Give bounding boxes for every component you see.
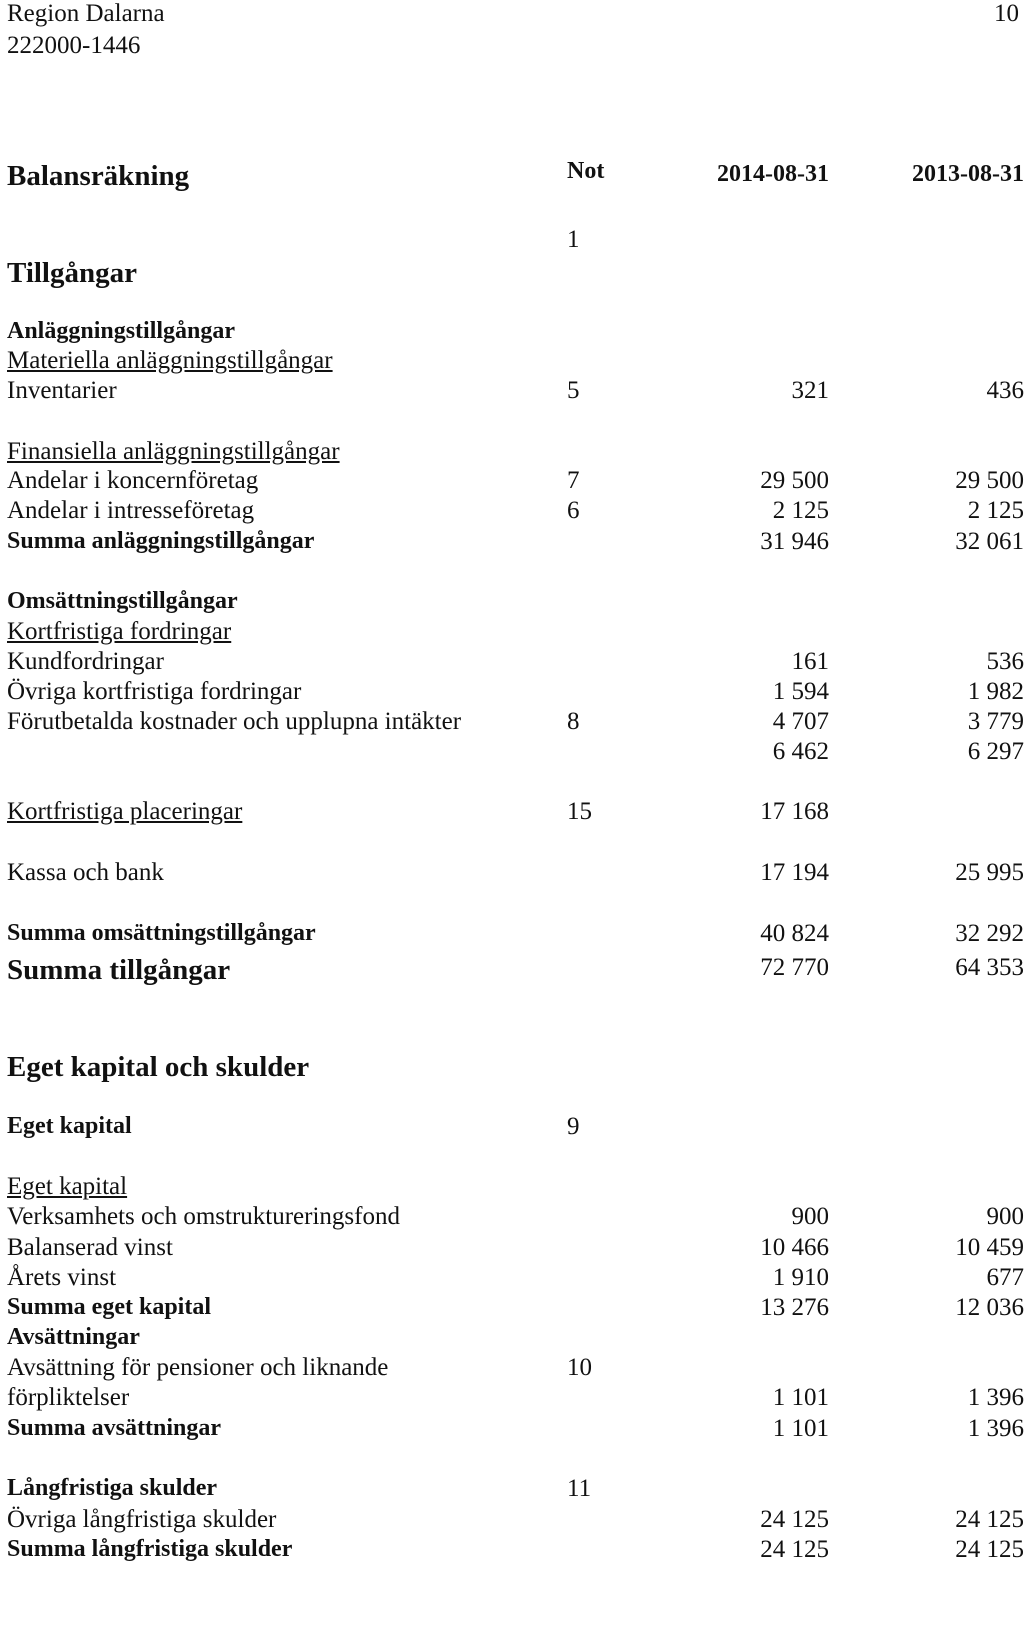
row-label: Övriga kortfristiga fordringar <box>7 678 302 705</box>
row-label: Förutbetalda kostnader och upplupna intäkter <box>7 708 462 735</box>
row-label: Andelar i intresseföretag <box>7 497 255 524</box>
row-value-current: 31 946 <box>760 528 829 555</box>
row-value-current: 6 462 <box>772 738 829 765</box>
row-value-current: 17 194 <box>760 859 829 886</box>
page-title: Balansräkning <box>7 160 190 192</box>
table-row <box>0 678 1024 710</box>
table-row <box>0 497 1024 529</box>
table-row <box>0 859 1024 891</box>
table-row <box>0 954 1024 986</box>
row-note-reference: 5 <box>567 377 580 404</box>
row-value-previous: 1 396 <box>967 1384 1024 1411</box>
column-header-previous-year: 2013-08-31 <box>912 161 1024 187</box>
row-label: Summa långfristiga skulder <box>7 1536 293 1562</box>
row-label: Avsättningar <box>7 1324 140 1350</box>
row-label: Eget kapital <box>7 1113 132 1139</box>
table-row <box>0 1173 1024 1205</box>
table-row <box>0 1415 1024 1447</box>
table-row <box>0 347 1024 379</box>
row-value-previous: 1 396 <box>967 1415 1024 1442</box>
row-value-previous: 900 <box>986 1203 1024 1230</box>
row-label: Summa eget kapital <box>7 1294 211 1320</box>
row-value-previous: 29 500 <box>955 467 1024 494</box>
row-note-reference: 1 <box>567 226 580 253</box>
row-value-current: 10 466 <box>760 1234 829 1261</box>
row-label: Övriga långfristiga skulder <box>7 1506 277 1533</box>
row-note-reference: 11 <box>567 1475 592 1502</box>
row-value-current: 17 168 <box>760 798 829 825</box>
table-row <box>0 1324 1024 1356</box>
table-row <box>0 1354 1024 1386</box>
table-row <box>0 1051 1024 1083</box>
row-label: Kundfordringar <box>7 648 164 675</box>
row-value-previous: 10 459 <box>955 1234 1024 1261</box>
row-value-previous: 436 <box>986 377 1024 404</box>
row-label: Verksamhets och omstruktureringsfond <box>7 1203 400 1230</box>
row-value-current: 13 276 <box>760 1294 829 1321</box>
row-value-current: 72 770 <box>760 954 829 981</box>
row-value-previous: 32 061 <box>955 528 1024 555</box>
table-row <box>0 1203 1024 1235</box>
row-label: Finansiella anläggningstillgångar <box>7 438 340 465</box>
row-value-current: 161 <box>791 648 829 675</box>
row-value-previous: 12 036 <box>955 1294 1024 1321</box>
row-value-current: 40 824 <box>760 920 829 947</box>
row-label: Eget kapital och skulder <box>7 1051 310 1083</box>
row-label: Långfristiga skulder <box>7 1475 218 1501</box>
row-value-current: 29 500 <box>760 467 829 494</box>
row-note-reference: 9 <box>567 1113 580 1140</box>
row-label: Materiella anläggningstillgångar <box>7 347 333 374</box>
row-value-current: 900 <box>791 1203 829 1230</box>
row-label: Omsättningstillgångar <box>7 588 238 614</box>
table-row <box>0 648 1024 680</box>
row-value-current: 1 594 <box>772 678 829 705</box>
row-value-previous: 536 <box>986 648 1024 675</box>
row-label: Årets vinst <box>7 1264 117 1291</box>
table-row <box>0 588 1024 620</box>
row-note-reference: 7 <box>567 467 580 494</box>
row-label: Kortfristiga placeringar <box>7 798 243 825</box>
column-header-note: Not <box>567 158 605 184</box>
row-value-current: 24 125 <box>760 1506 829 1533</box>
row-value-previous: 24 125 <box>955 1506 1024 1533</box>
row-label: Summa omsättningstillgångar <box>7 920 316 946</box>
table-row <box>0 920 1024 952</box>
row-value-current: 4 707 <box>772 708 829 735</box>
row-value-previous: 677 <box>986 1264 1024 1291</box>
row-label: Avsättning för pensioner och liknande <box>7 1354 389 1381</box>
row-label: Summa avsättningar <box>7 1415 222 1441</box>
table-row <box>0 318 1024 350</box>
table-row <box>0 738 1024 770</box>
column-header-current-year: 2014-08-31 <box>717 161 829 187</box>
row-label: förpliktelser <box>7 1384 130 1411</box>
table-row <box>0 798 1024 830</box>
table-row <box>0 1506 1024 1538</box>
table-row <box>0 1475 1024 1507</box>
table-row <box>0 1294 1024 1326</box>
table-row <box>0 1234 1024 1266</box>
table-row <box>0 226 1024 258</box>
row-value-previous: 2 125 <box>967 497 1024 524</box>
table-row <box>0 708 1024 740</box>
organization-name: Region Dalarna <box>7 0 165 27</box>
organization-number: 222000-1446 <box>7 32 141 59</box>
row-label: Summa anläggningstillgångar <box>7 528 315 554</box>
table-row <box>0 467 1024 499</box>
row-label: Eget kapital <box>7 1173 128 1200</box>
row-note-reference: 15 <box>567 798 592 825</box>
row-note-reference: 8 <box>567 708 580 735</box>
table-row <box>0 528 1024 560</box>
row-label: Kassa och bank <box>7 859 164 886</box>
row-value-previous: 1 982 <box>967 678 1024 705</box>
table-row <box>0 1264 1024 1296</box>
table-row <box>0 438 1024 470</box>
row-label: Kortfristiga fordringar <box>7 618 232 645</box>
row-label: Inventarier <box>7 377 117 404</box>
row-value-previous: 25 995 <box>955 859 1024 886</box>
row-label: Tillgångar <box>7 257 137 289</box>
table-row <box>0 257 1024 289</box>
row-value-current: 1 101 <box>772 1415 829 1442</box>
page-number: 10 <box>994 0 1019 27</box>
row-value-current: 321 <box>791 377 829 404</box>
row-note-reference: 10 <box>567 1354 592 1381</box>
row-label: Summa tillgångar <box>7 954 231 986</box>
row-note-reference: 6 <box>567 497 580 524</box>
table-row <box>0 618 1024 650</box>
row-value-previous: 64 353 <box>955 954 1024 981</box>
table-row <box>0 1113 1024 1145</box>
table-row <box>0 377 1024 409</box>
table-row <box>0 1384 1024 1416</box>
row-value-current: 1 910 <box>772 1264 829 1291</box>
row-label: Balanserad vinst <box>7 1234 173 1261</box>
row-value-current: 1 101 <box>772 1384 829 1411</box>
row-value-current: 24 125 <box>760 1536 829 1563</box>
row-value-previous: 3 779 <box>967 708 1024 735</box>
row-value-current: 2 125 <box>772 497 829 524</box>
row-value-previous: 24 125 <box>955 1536 1024 1563</box>
table-row <box>0 1536 1024 1568</box>
row-label: Anläggningstillgångar <box>7 318 236 344</box>
row-value-previous: 6 297 <box>967 738 1024 765</box>
row-label: Andelar i koncernföretag <box>7 467 259 494</box>
row-value-previous: 32 292 <box>955 920 1024 947</box>
